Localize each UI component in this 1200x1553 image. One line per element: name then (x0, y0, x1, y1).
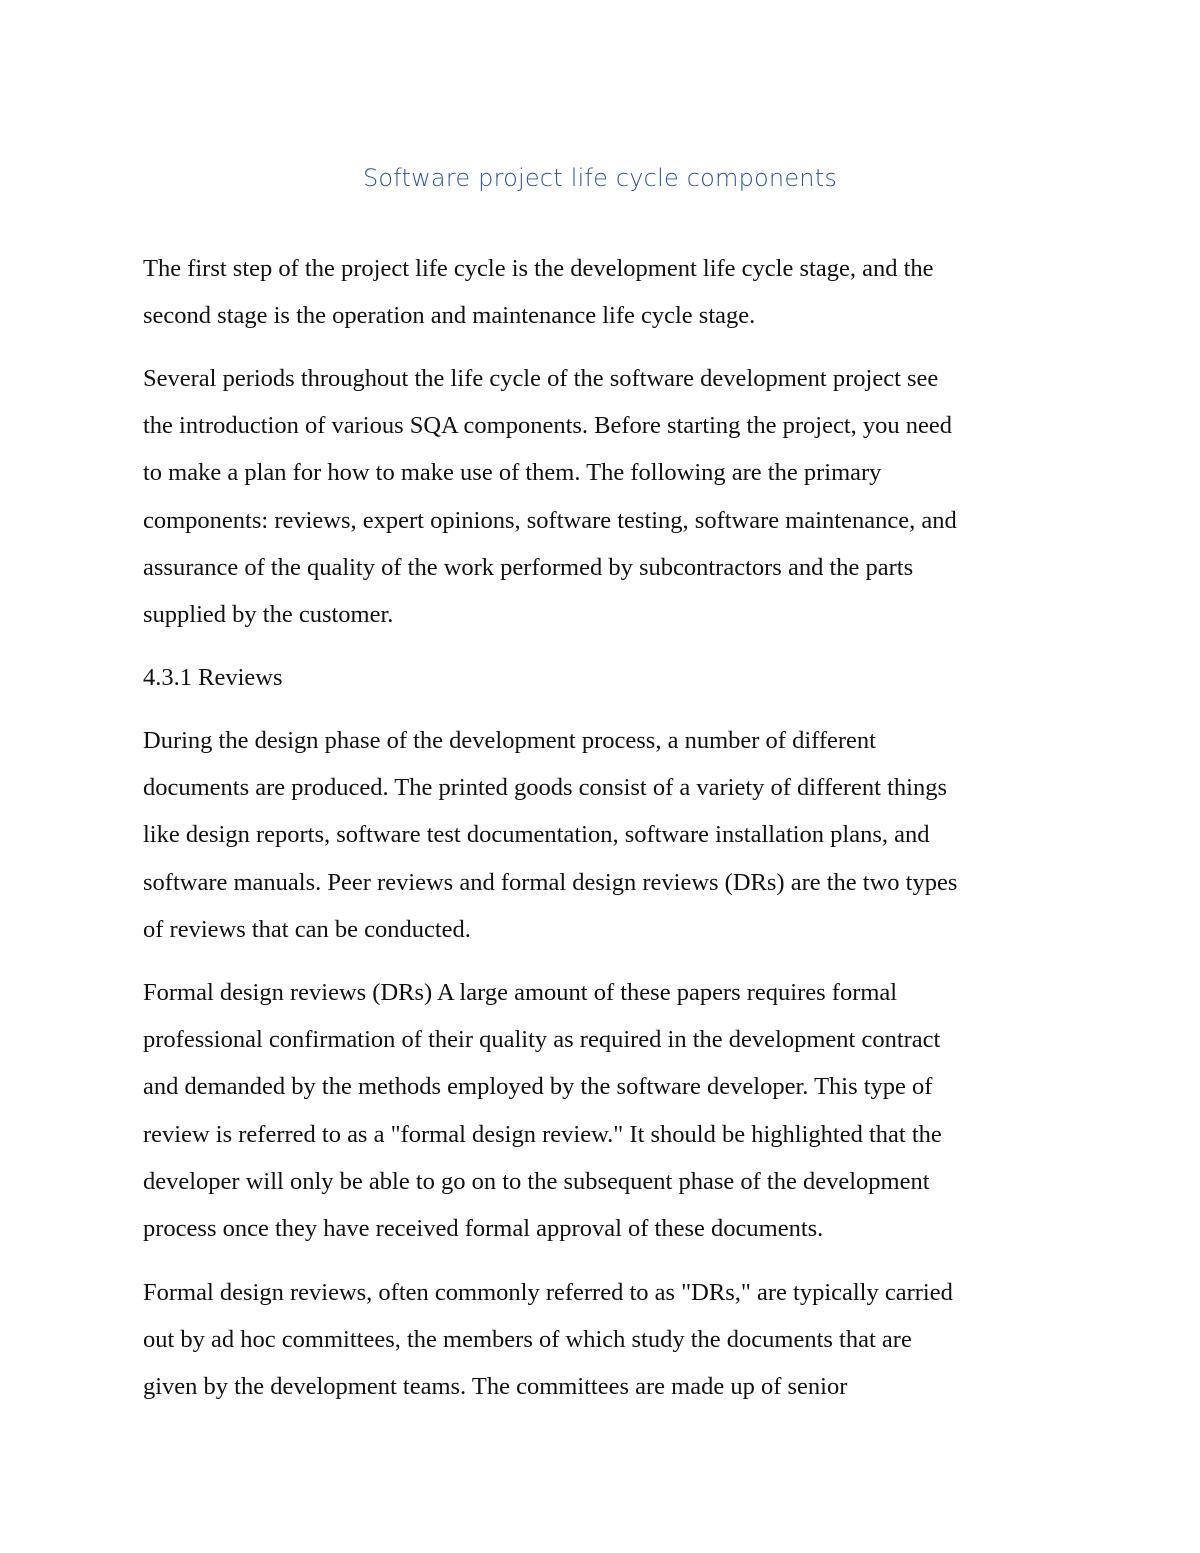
paragraph-design-documents (143, 717, 1073, 953)
paragraph-formal-design-reviews (143, 969, 1073, 1252)
paragraph-line: Several periods throughout the life cycle of the software development project see (143, 365, 939, 392)
section-heading-reviews (143, 654, 1073, 701)
paragraph-line: documents are produced. The printed goods consist of a variety of different things (143, 774, 947, 802)
paragraph-dr-committees (143, 1269, 1073, 1411)
paragraph-life-cycle-stages (143, 245, 1073, 339)
paragraph-line: second stage is the operation and maintenance life cycle stage. (143, 302, 756, 330)
paragraph-line: components: reviews, expert opinions, software testing, software maintenance, and (143, 506, 957, 534)
paragraph-line: of reviews that can be conducted. (143, 915, 471, 943)
paragraph-line: process once they have received formal approval of these documents. (143, 1215, 824, 1243)
paragraph-line: to make a plan for how to make use of them. The following are the primary (143, 459, 882, 487)
paragraph-line: During the design phase of the development process, a number of different (143, 727, 876, 754)
paragraph-line: given by the development teams. The committees are made up of senior (143, 1373, 848, 1401)
paragraph-line: developer will only be able to go on to the subsequent phase of the development (143, 1167, 930, 1195)
paragraph-line: supplied by the customer. (143, 601, 394, 629)
paragraph-line: Formal design reviews, often commonly referred to as "DRs," are typically carried (143, 1279, 953, 1306)
paragraph-line: Formal design reviews (DRs) A large amount of these papers requires formal (143, 979, 898, 1006)
paragraph-line: The first step of the project life cycle is the development life cycle stage, and the (143, 255, 934, 282)
paragraph-line: out by ad hoc committees, the members of which study the documents that are (143, 1326, 912, 1354)
paragraph-line: review is referred to as a "formal design review." It should be highlighted that the (143, 1120, 942, 1148)
paragraph-line: the introduction of various SQA components. Before starting the project, you need (143, 412, 953, 440)
paragraph-line: assurance of the quality of the work performed by subcontractors and the parts (143, 553, 914, 581)
paragraph-line: software manuals. Peer reviews and formal design reviews (DRs) are the two types (143, 868, 958, 896)
paragraph-line: and demanded by the methods employed by the software developer. This type of (143, 1073, 933, 1101)
paragraph-sqa-components (143, 355, 1073, 638)
paragraph-line: professional confirmation of their quality as required in the development contract (143, 1026, 941, 1054)
document-title: Software project life cycle components (362, 164, 838, 192)
section-heading: 4.3.1 Reviews (143, 664, 283, 691)
paragraph-line: like design reports, software test documentation, software installation plans, and (143, 821, 930, 849)
